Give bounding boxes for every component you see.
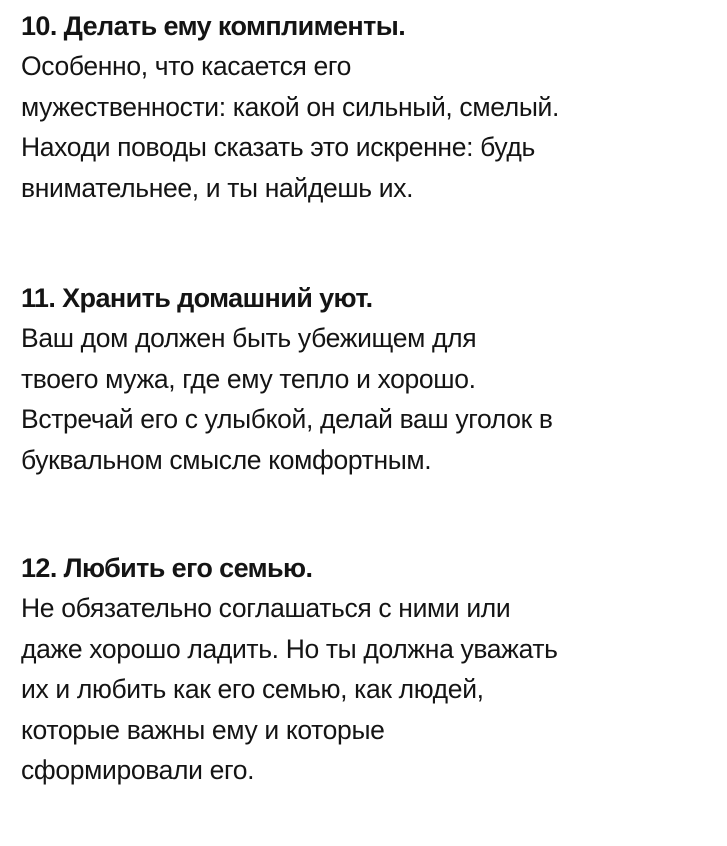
section-10 bbox=[21, 6, 559, 208]
section-text-line: внимательнее, и ты найдешь их. bbox=[21, 172, 414, 203]
section-text-line: Особенно, что касается его bbox=[21, 51, 352, 81]
section-text-line: даже хорошо ладить. Но ты должна уважать bbox=[21, 633, 558, 664]
section-text-line: их и любить как его семью, как людей, bbox=[21, 674, 484, 704]
section-text-line: буквальном смысле комфортным. bbox=[21, 444, 432, 475]
section-text-line: мужественности: какой он сильный, смелый. bbox=[21, 91, 559, 122]
section-11 bbox=[21, 278, 553, 480]
section-heading: 12. Любить его семью. bbox=[21, 553, 313, 583]
section-text-line: твоего мужа, где ему тепло и хорошо. bbox=[21, 363, 476, 394]
section-text-line: Не обязательно соглашаться с ними или bbox=[21, 593, 511, 623]
section-12 bbox=[21, 548, 558, 791]
section-heading: 10. Делать ему комплименты. bbox=[21, 11, 406, 41]
section-text-line: Находи поводы сказать это искренне: будь bbox=[21, 132, 535, 162]
section-text-line: сформировали его. bbox=[21, 755, 255, 785]
section-heading: 11. Хранить домашний уют. bbox=[21, 283, 373, 313]
section-text-line: Встречай его с улыбкой, делай ваш уголок в bbox=[21, 404, 553, 434]
section-text-line: Ваш дом должен быть убежищем для bbox=[21, 323, 477, 353]
section-text-line: которые важны ему и которые bbox=[21, 714, 385, 745]
